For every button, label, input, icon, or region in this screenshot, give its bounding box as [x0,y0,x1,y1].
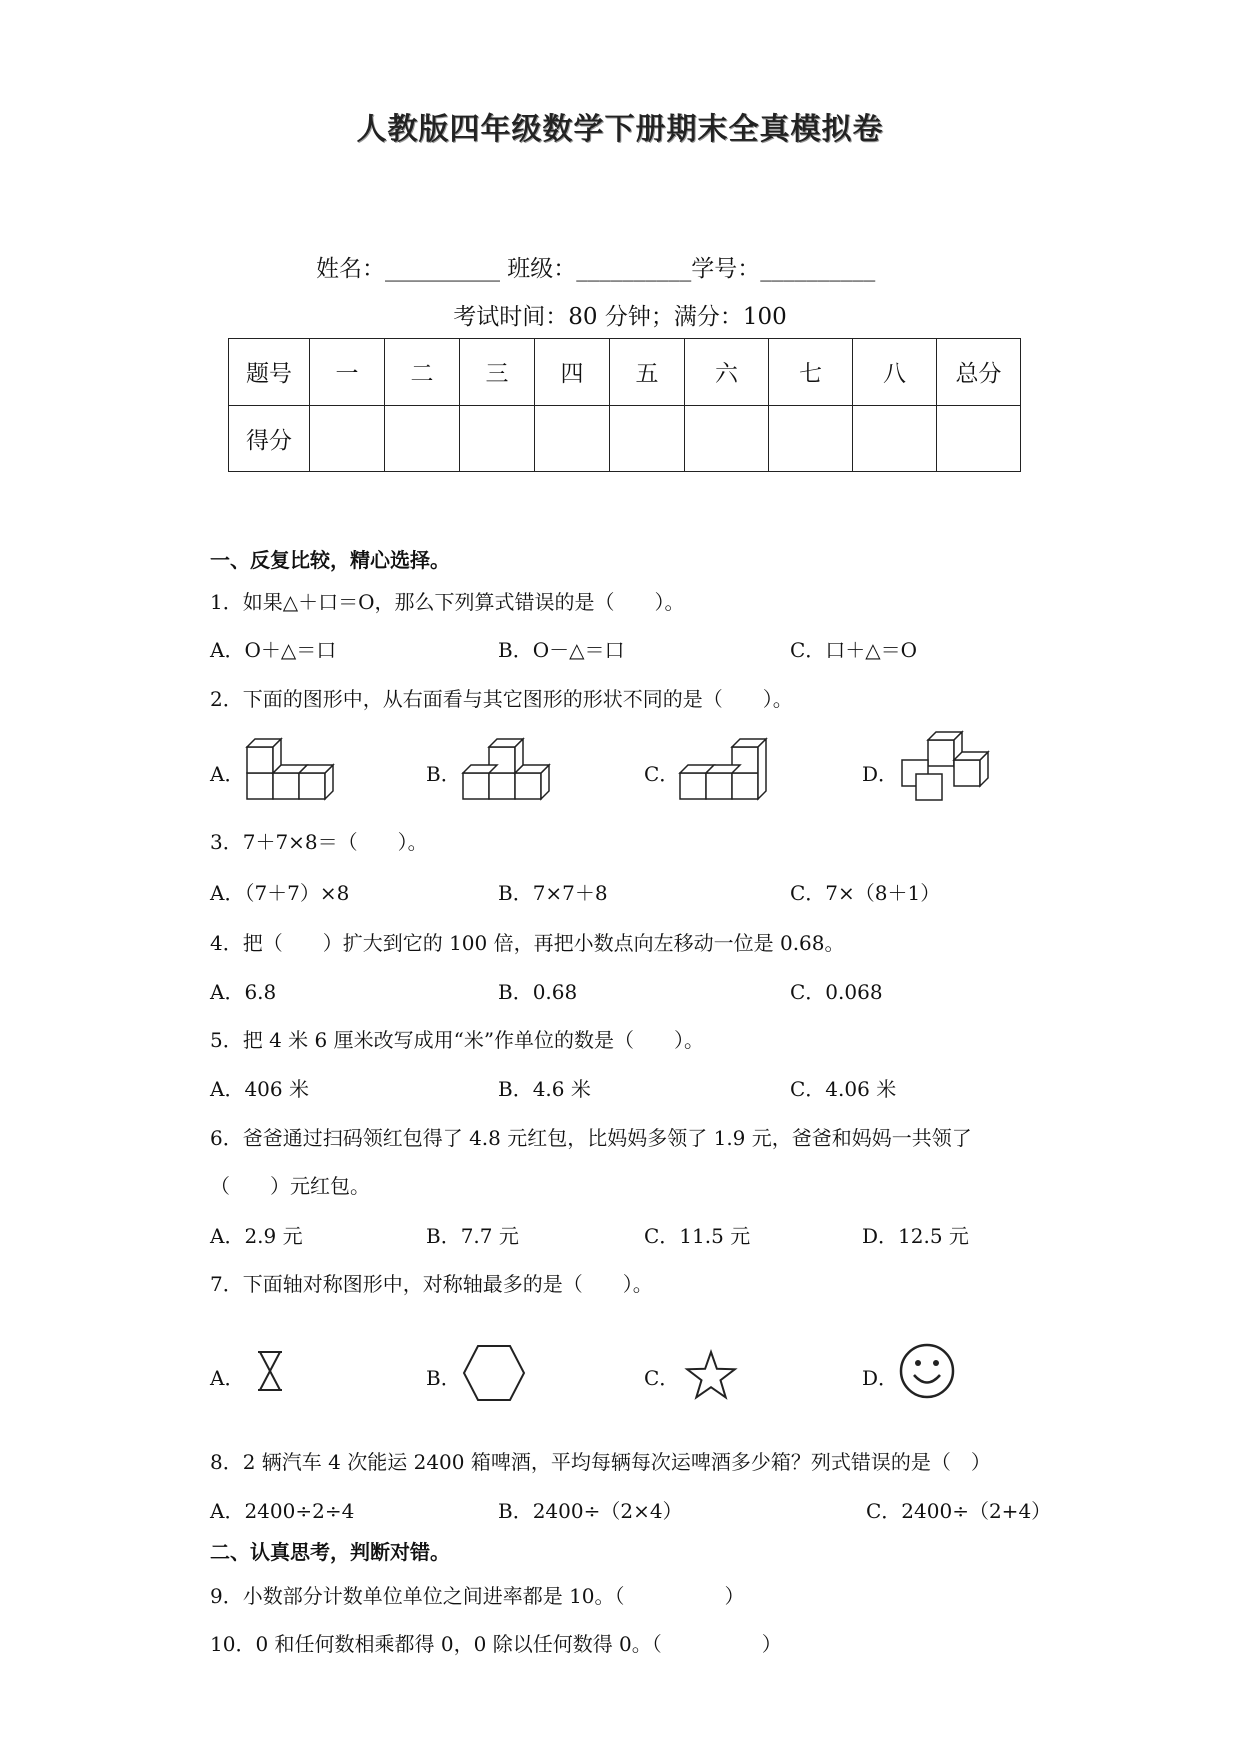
option-c[interactable]: C．4.06 米 [790,1077,897,1101]
table-cell: 七 [769,339,853,406]
score-cell[interactable] [937,405,1021,472]
table-cell: 总分 [937,339,1021,406]
table-cell: 八 [853,339,937,406]
score-table-header-row [229,339,1021,406]
page-title: 人教版四年级数学下册期末全真模拟卷 [356,112,884,147]
option-c[interactable]: C．2400÷（2+4） [866,1499,1052,1523]
option-c[interactable]: C．7×（8＋1） [790,881,941,905]
cube-figure-c-icon [680,737,772,801]
option-a[interactable]: A．（7＋7）×8 [210,881,350,905]
table-cell: 六 [685,339,769,406]
score-table [228,338,1021,472]
question-1: 1．如果△＋口＝O，那么下列算式错误的是（ ）。 [210,590,685,614]
option-a[interactable]: A．6.8 [210,980,277,1004]
score-cell[interactable] [460,405,535,472]
option-b[interactable]: B．O－△＝口 [498,638,625,662]
score-cell[interactable] [769,405,853,472]
question-10[interactable]: 10．0 和任何数相乘都得 0，0 除以任何数得 0。（ ） [210,1632,782,1656]
score-table-score-row [229,405,1021,472]
cube-figure-a-icon [247,737,339,801]
option-c[interactable]: C．11.5 元 [644,1224,751,1248]
question-3: 3．7＋7×8＝（ ）。 [210,830,428,854]
question-6: 6．爸爸通过扫码领红包得了 4.8 元红包，比妈妈多领了 1.9 元，爸爸和妈妈一共领了 [210,1126,972,1150]
score-cell[interactable] [685,405,769,472]
option-a[interactable]: A．O＋△＝口 [210,638,337,662]
hexagon-icon [462,1344,526,1402]
table-cell: 三 [460,339,535,406]
question-4: 4．把（ ）扩大到它的 100 倍，再把小数点向左移动一位是 0.68。 [210,931,845,955]
hourglass-icon [256,1350,284,1392]
score-cell[interactable] [853,405,937,472]
question-2: 2．下面的图形中，从右面看与其它图形的形状不同的是（ ）。 [210,687,793,711]
option-c[interactable]: C． [644,1366,680,1390]
question-6-continued: （ ）元红包。 [210,1174,370,1198]
score-cell[interactable] [310,405,385,472]
option-a[interactable]: A．2.9 元 [210,1224,303,1248]
question-9[interactable]: 9．小数部分计数单位单位之间进率都是 10。（ ） [210,1584,745,1608]
smiley-face-icon [898,1342,956,1400]
star-icon [686,1350,736,1398]
option-a[interactable]: A．406 米 [210,1077,309,1101]
cube-figure-b-icon [463,737,555,801]
option-b[interactable]: B． [426,762,461,786]
table-cell: 二 [385,339,460,406]
option-a[interactable]: A．2400÷2÷4 [210,1499,355,1523]
cube-figure-d-icon [898,730,994,804]
question-7: 7．下面轴对称图形中，对称轴最多的是（ ）。 [210,1272,653,1296]
exam-meta: 考试时间：80 分钟；满分：100 [453,304,787,330]
option-c[interactable]: C．口＋△＝O [790,638,918,662]
section-heading: 一、反复比较，精心选择。 [210,548,450,572]
option-b[interactable]: B．4.6 米 [498,1077,591,1101]
option-a[interactable]: A． [210,762,245,786]
table-cell: 五 [610,339,685,406]
table-cell: 四 [535,339,610,406]
table-cell: 得分 [229,405,310,472]
option-d[interactable]: D． [862,762,899,786]
score-cell[interactable] [535,405,610,472]
option-a[interactable]: A． [210,1366,245,1390]
option-d[interactable]: D．12.5 元 [862,1224,969,1248]
question-8: 8．2 辆汽车 4 次能运 2400 箱啤酒，平均每辆每次运啤酒多少箱？列式错误的是（ ） [210,1450,991,1474]
student-info-line[interactable]: 姓名：__________ 班级：__________学号：__________ [316,256,876,282]
question-5: 5．把 4 米 6 厘米改写成用“米”作单位的数是（ ）。 [210,1028,705,1052]
option-c[interactable]: C． [644,762,680,786]
option-b[interactable]: B．2400÷（2×4） [498,1499,683,1523]
option-b[interactable]: B．7×7＋8 [498,881,608,905]
option-b[interactable]: B．0.68 [498,980,578,1004]
table-cell: 题号 [229,339,310,406]
option-d[interactable]: D． [862,1366,899,1390]
section-heading: 二、认真思考，判断对错。 [210,1540,450,1564]
option-c[interactable]: C．0.068 [790,980,883,1004]
option-b[interactable]: B． [426,1366,461,1390]
score-cell[interactable] [385,405,460,472]
option-b[interactable]: B．7.7 元 [426,1224,519,1248]
score-cell[interactable] [610,405,685,472]
table-cell: 一 [310,339,385,406]
